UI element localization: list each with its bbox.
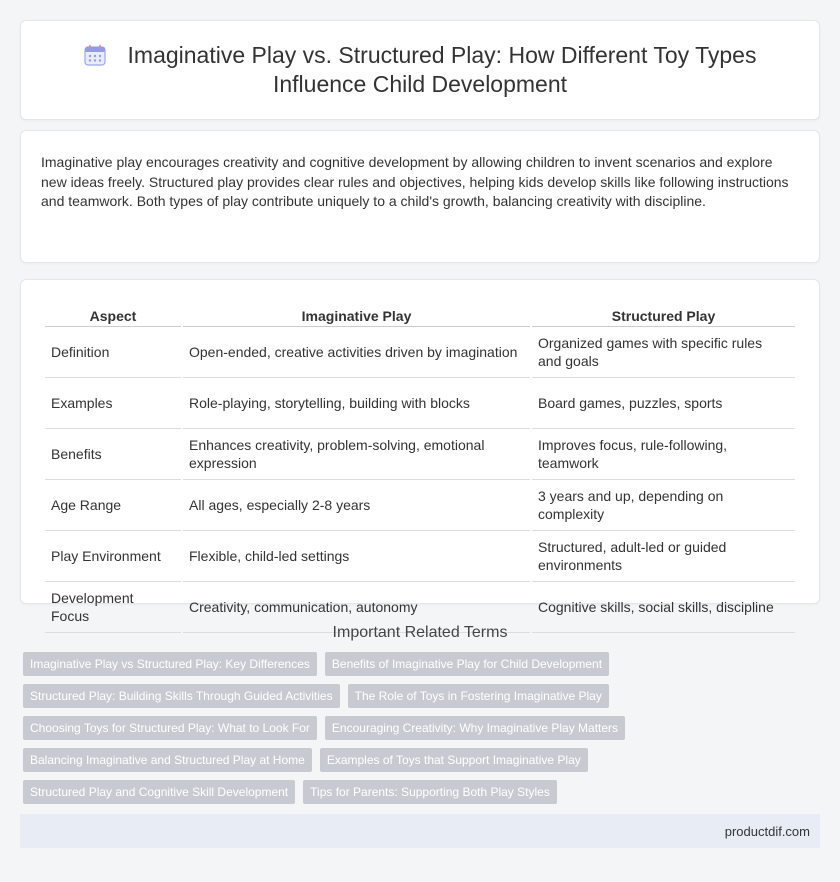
table-cell: Structured, adult-led or guided environments (532, 531, 795, 582)
table-cell: All ages, especially 2-8 years (183, 480, 530, 531)
related-term-tag[interactable]: Structured Play: Building Skills Through Guided Activities (23, 684, 340, 708)
related-terms-section (20, 624, 820, 804)
column-header-aspect: Aspect (45, 302, 181, 327)
column-header-structured: Structured Play (532, 302, 795, 327)
table-cell: Open-ended, creative activities driven by imagination (183, 327, 530, 378)
related-term-tag[interactable]: Imaginative Play vs Structured Play: Key Differences (23, 652, 317, 676)
table-cell: Flexible, child-led settings (183, 531, 530, 582)
footer (20, 814, 820, 848)
table-cell: Development Focus (45, 582, 181, 633)
table-cell: Age Range (45, 480, 181, 531)
related-term-tag[interactable]: Tips for Parents: Supporting Both Play Styles (303, 780, 557, 804)
table-cell: Organized games with specific rules and goals (532, 327, 795, 378)
table-row (45, 531, 795, 582)
related-term-tag[interactable]: Structured Play and Cognitive Skill Development (23, 780, 295, 804)
related-term-tag[interactable]: Benefits of Imaginative Play for Child Development (325, 652, 609, 676)
table-cell: Role-playing, storytelling, building with blocks (183, 378, 530, 429)
table-cell: Benefits (45, 429, 181, 480)
related-terms-heading: Important Related Terms (332, 624, 508, 641)
table-header-row (45, 302, 795, 327)
table-row (45, 429, 795, 480)
table-cell: Cognitive skills, social skills, discipline (532, 582, 795, 633)
intro-card (20, 130, 820, 263)
footer-site-link[interactable]: productdif.com (724, 823, 810, 839)
table-row (45, 327, 795, 378)
comparison-table-card (20, 279, 820, 624)
table-cell: 3 years and up, depending on complexity (532, 480, 795, 531)
related-term-tag[interactable]: Choosing Toys for Structured Play: What to Look For (23, 716, 317, 740)
title-card (20, 20, 820, 120)
related-terms-list (20, 652, 820, 804)
related-term-tag[interactable]: Balancing Imaginative and Structured Play at Home (23, 748, 312, 772)
column-header-imaginative: Imaginative Play (183, 302, 530, 327)
table-cell: Examples (45, 378, 181, 429)
table-cell: Creativity, communication, autonomy (183, 582, 530, 633)
related-term-tag[interactable]: Encouraging Creativity: Why Imaginative Play Matters (325, 716, 625, 740)
table-cell: Improves focus, rule-following, teamwork (532, 429, 795, 480)
page-title-text: Imaginative Play vs. Structured Play: How Different Toy Types Influence Child Development (127, 42, 757, 97)
calendar-icon (84, 44, 106, 66)
table-row (45, 378, 795, 429)
table-cell: Definition (45, 327, 181, 378)
table-cell: Board games, puzzles, sports (532, 378, 795, 429)
related-term-tag[interactable]: The Role of Toys in Fostering Imaginative Play (348, 684, 609, 708)
intro-text: Imaginative play encourages creativity and cognitive development by allowing children to invent scenarios and explore new ideas freely. Structured play provides clear rules and objectives, helping kids develop skills like following instructions and teamwork. Both types of play contribute uniquely to a child's growth, balancing creativity with discipline. (41, 154, 789, 209)
comparison-table (43, 302, 797, 633)
table-row (45, 480, 795, 531)
related-term-tag[interactable]: Examples of Toys that Support Imaginative Play (320, 748, 588, 772)
table-cell: Enhances creativity, problem-solving, emotional expression (183, 429, 530, 480)
page-title (51, 41, 789, 99)
table-cell: Play Environment (45, 531, 181, 582)
